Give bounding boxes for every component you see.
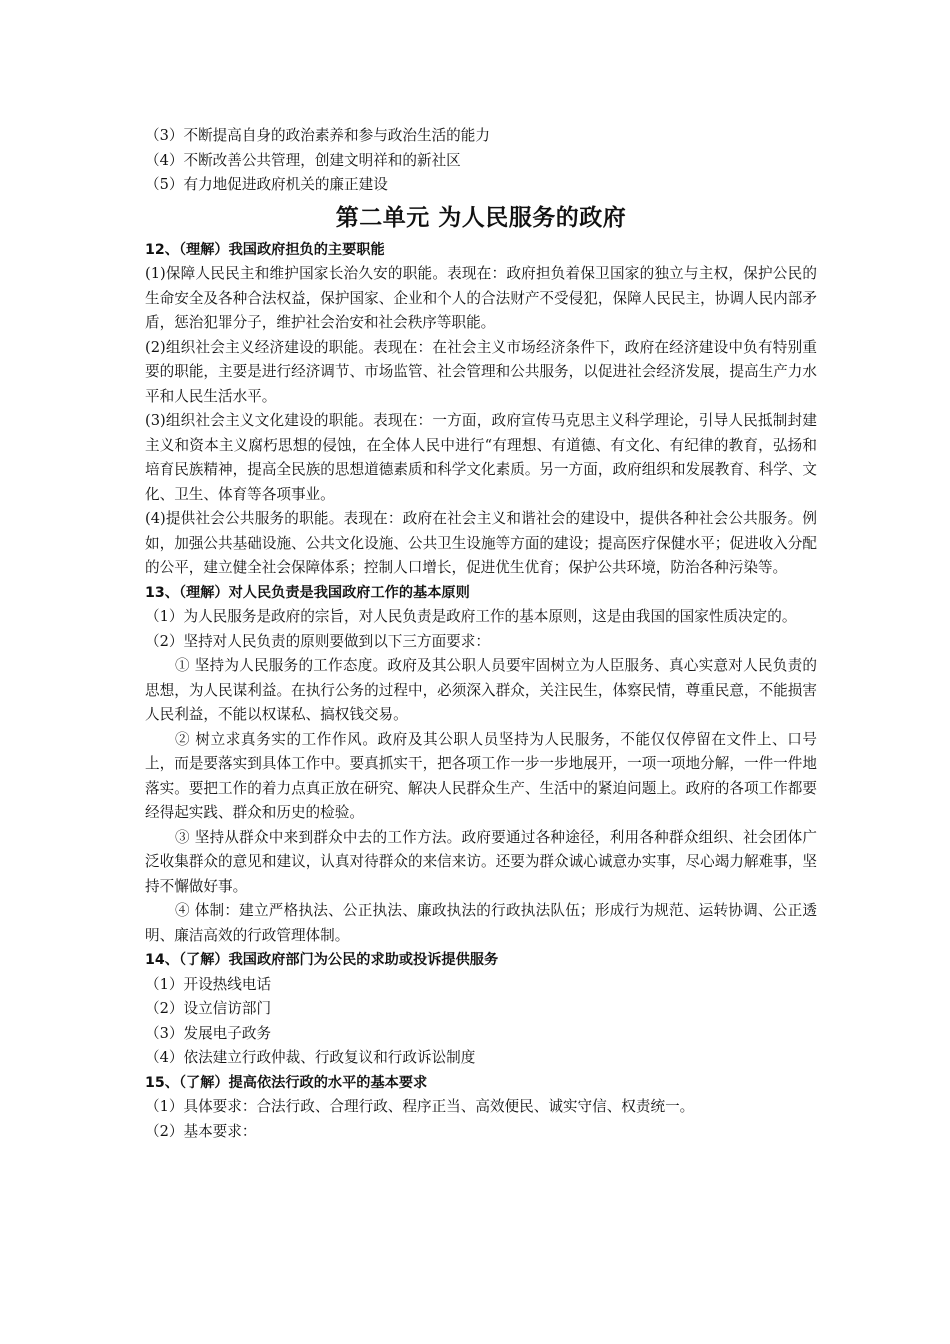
list-item: （2）基本要求： [145, 1122, 257, 1140]
paragraph: （1）为人民服务是政府的宗旨，对人民负责是政府工作的基本原则，这是由我国的国家性质决定的。 [145, 608, 797, 625]
paragraph: （2）坚持对人民负责的原则要做到以下三方面要求： [145, 632, 490, 650]
section-heading: 14、（了解）我国政府部门为公民的求助或投诉提供服务 [145, 952, 499, 968]
document-content [145, 124, 817, 1144]
paragraph: ④ 体制：建立严格执法、公正执法、廉政执法的行政执法队伍；形成行为规范、运转协调、公正透明、廉洁高效的行政管理体制。 [145, 902, 817, 944]
list-item: （1）具体要求：合法行政、合理行政、程序正当、高效便民、诚实守信、权责统一。 [145, 1098, 695, 1115]
paragraph: (3)组织社会主义文化建设的职能。表现在：一方面，政府宣传马克思主义科学理论，引导人民抵制封建主义和资本主义腐朽思想的侵蚀，在全体人民中进行“有理想、有道德、有文化、有纪律的教育，弘扬和培育民族精神，提高全民族的思想道德素质和科学文化素质。另一方面，政府组织和发展教育、科学、文化、卫生、体育等各项事业。 [145, 412, 817, 503]
list-item: （1）开设热线电话 [145, 975, 272, 993]
list-item: （3）发展电子政务 [145, 1024, 272, 1042]
section-heading: 15、（了解）提高依法行政的水平的基本要求 [145, 1074, 428, 1091]
section-heading: 12、（理解）我国政府担负的主要职能 [145, 241, 385, 258]
paragraph: (1)保障人民民主和维护国家长治久安的职能。表现在：政府担负着保卫国家的独立与主权，保护公民的生命安全及各种合法权益，保护国家、企业和个人的合法财产不受侵犯，保障人民民主，协调人民内部矛盾，惩治犯罪分子，维护社会治安和社会秩序等职能。 [145, 265, 817, 331]
intro-item: （5）有力地促进政府机关的廉正建设 [145, 176, 388, 193]
list-item: （4）依法建立行政仲裁、行政复议和行政诉讼制度 [145, 1049, 476, 1066]
paragraph: ③ 坚持从群众中来到群众中去的工作方法。政府要通过各种途径，利用各种群众组织、社会团体广泛收集群众的意见和建议，认真对待群众的来信来访。还要为群众诚心诚意办实事，尽心竭力解难事，坚持不懈做好事。 [145, 828, 817, 895]
unit-title: 第二单元 为人民服务的政府 [335, 204, 627, 231]
paragraph: ② 树立求真务实的工作作风。政府及其公职人员坚持为人民服务，不能仅仅停留在文件上、口号上，而是要落实到具体工作中。要真抓实干，把各项工作一步一步地展开，一项一项地分解，一件一件地落实。要把工作的着力点真正放在研究、解决人民群众生产、生活中的紧迫问题上。政府的各项工作都要经得起实践、群众和历史的检验。 [145, 730, 817, 821]
paragraph: (4)提供社会公共服务的职能。表现在：政府在社会主义和谐社会的建设中，提供各种社会公共服务。例如，加强公共基础设施、公共文化设施、公共卫生设施等方面的建设；提高医疗保健水平；促进收入分配的公平，建立健全社会保障体系；控制人口增长，促进优生优育；保护公共环境，防治各种污染等。 [145, 510, 817, 576]
paragraph: (2)组织社会主义经济建设的职能。表现在：在社会主义市场经济条件下，政府在经济建设中负有特别重要的职能，主要是进行经济调节、市场监管、社会管理和公共服务，以促进社会经济发展，提高生产力水平和人民生活水平。 [145, 338, 817, 405]
section-heading: 13、（理解）对人民负责是我国政府工作的基本原则 [145, 584, 470, 601]
list-item: （2）设立信访部门 [145, 1000, 272, 1017]
intro-item: （3）不断提高自身的政治素养和参与政治生活的能力 [145, 127, 490, 144]
paragraph: ① 坚持为人民服务的工作态度。政府及其公职人员要牢固树立为人臣服务、真心实意对人民负责的思想，为人民谋利益。在执行公务的过程中，必须深入群众，关注民生，体察民情，尊重民意，不能损害人民利益，不能以权谋私、搞权钱交易。 [145, 657, 817, 723]
intro-item: （4）不断改善公共管理，创建文明祥和的新社区 [145, 151, 461, 169]
